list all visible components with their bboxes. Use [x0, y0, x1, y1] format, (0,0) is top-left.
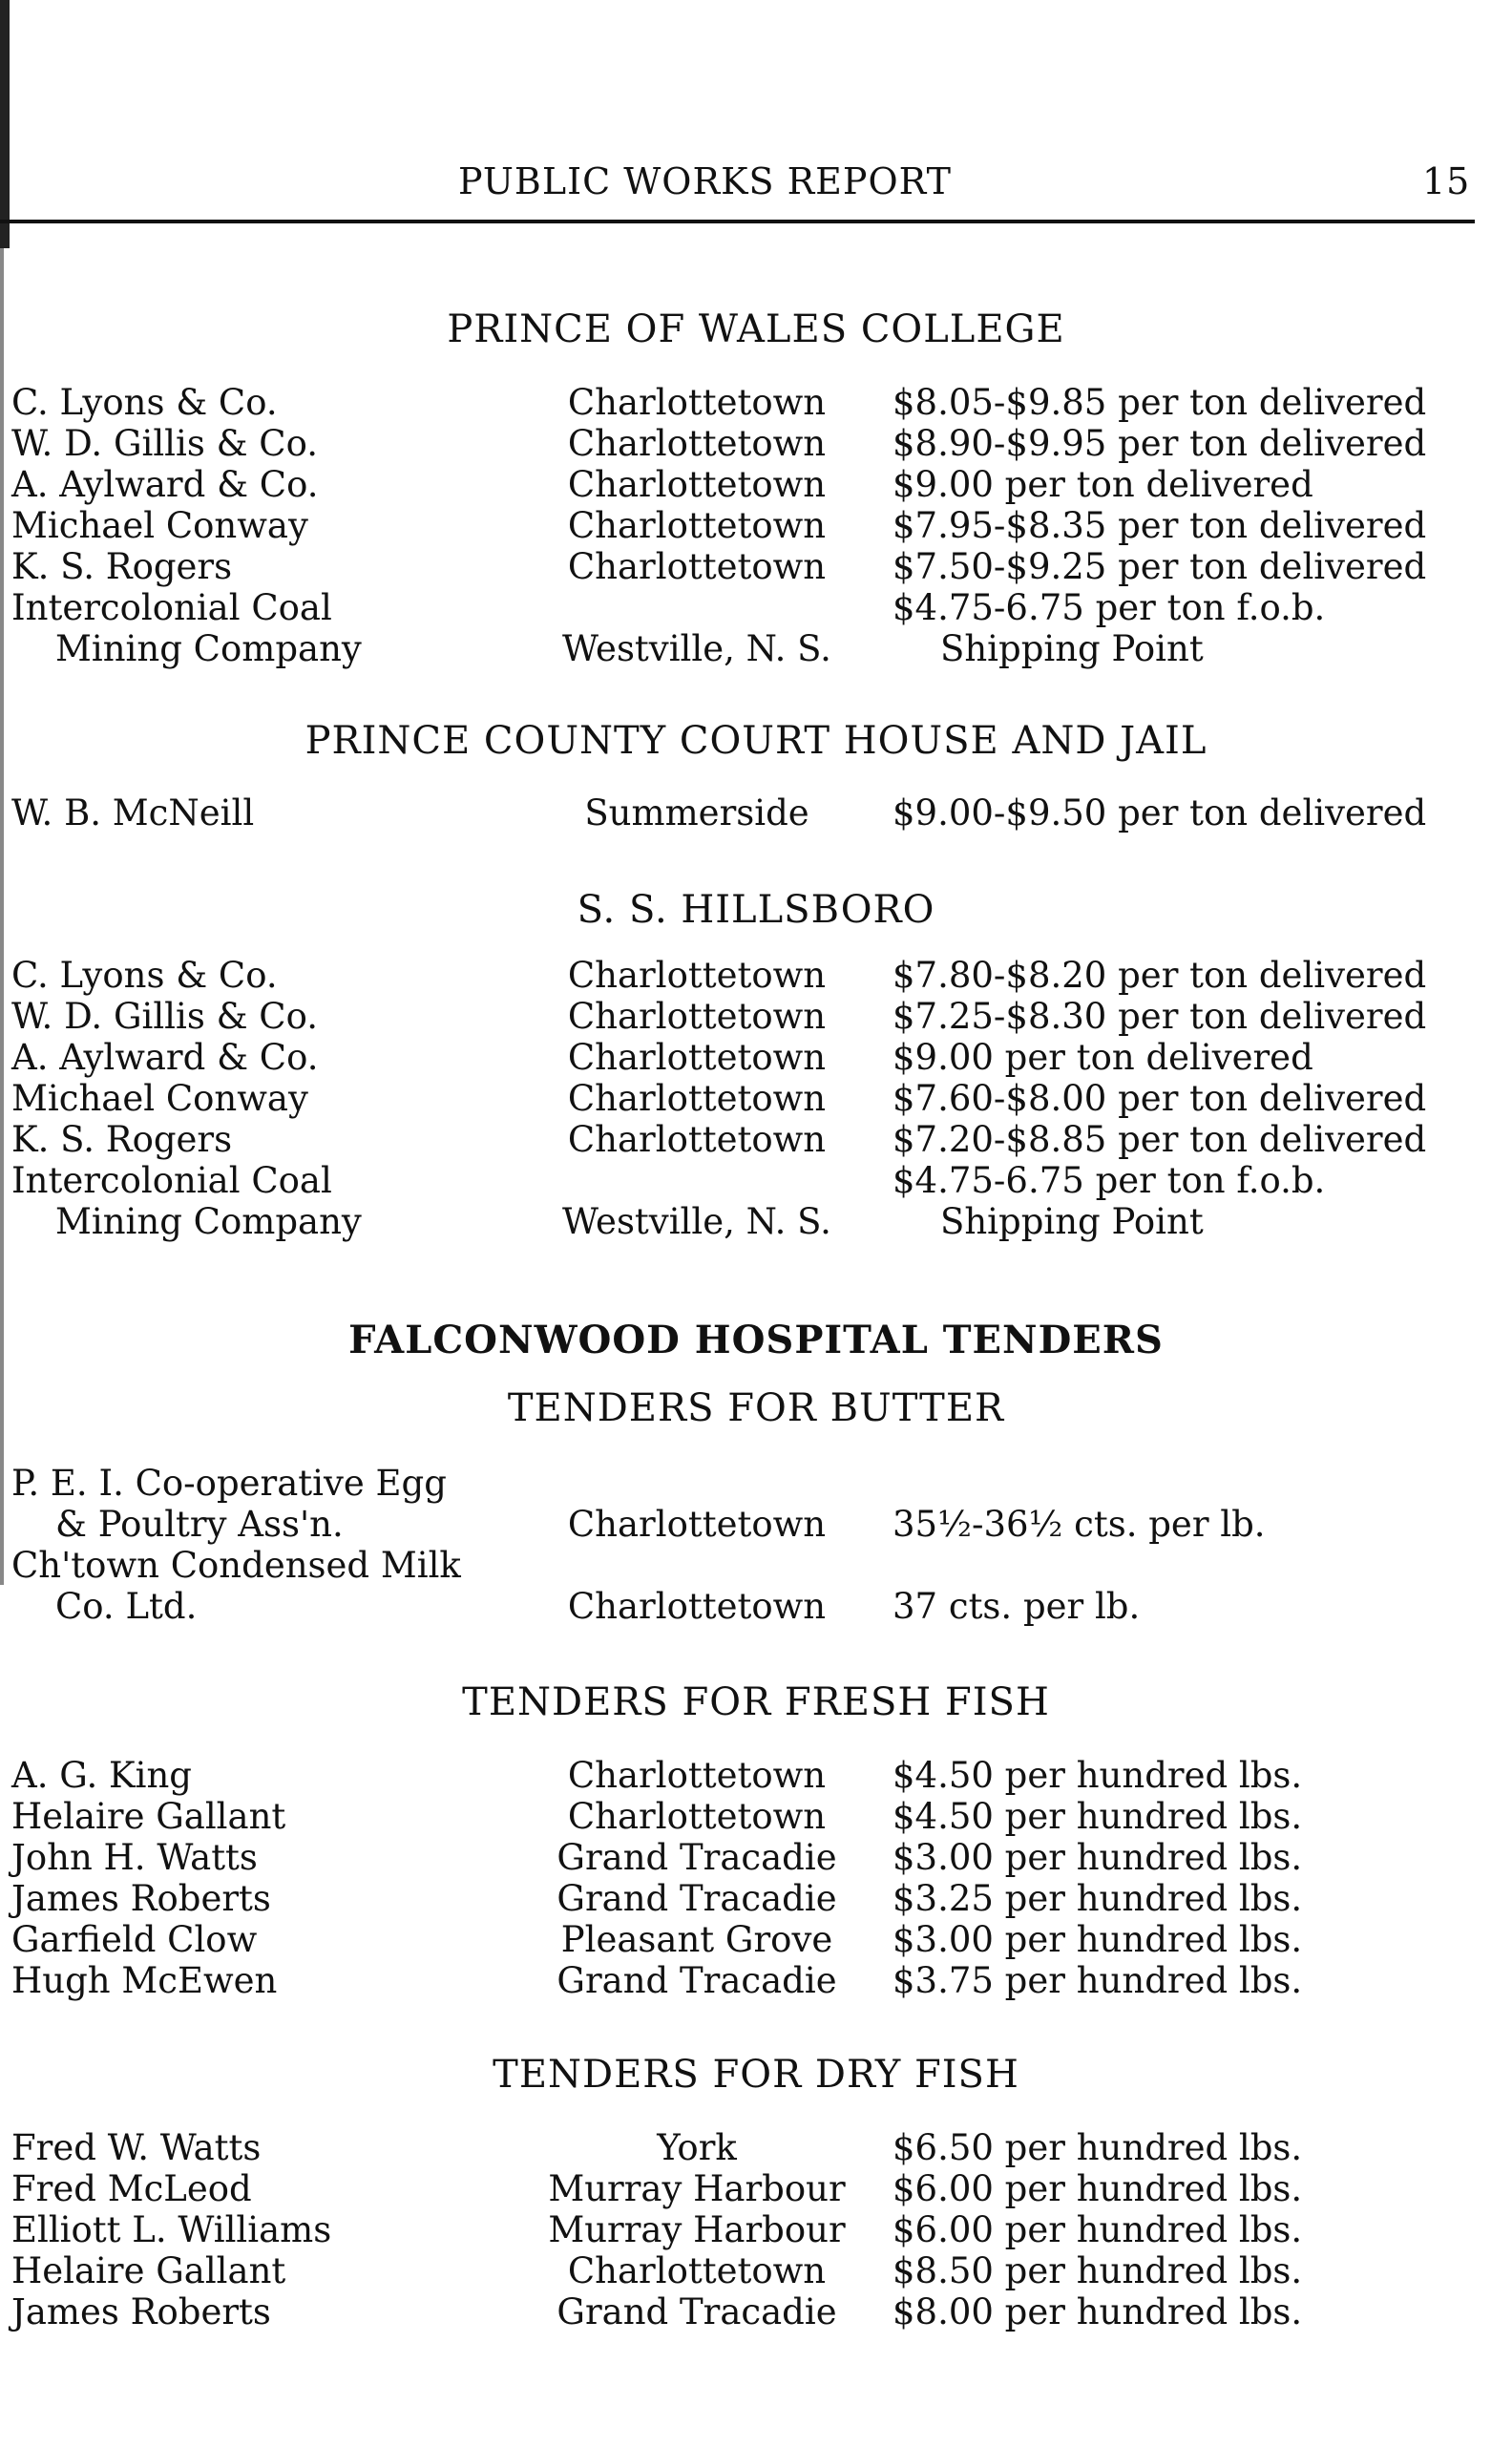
tenderer-name: K. S. Rogers	[11, 546, 233, 587]
tender-price: $8.50 per hundred lbs.	[892, 2250, 1303, 2291]
tender-price: 35½-36½ cts. per lb.	[892, 1504, 1266, 1545]
tender-price: $9.00 per ton delivered	[892, 464, 1313, 505]
table-row	[0, 382, 1512, 424]
tenderer-place: Charlottetown	[567, 1037, 827, 1078]
tenderer-name: Ch'town Condensed Milk	[11, 1545, 461, 1586]
table-row	[0, 1878, 1512, 1920]
table-row	[0, 1119, 1512, 1161]
tenderer-place: Grand Tracadie	[556, 1837, 837, 1878]
tenderer-name: Fred McLeod	[11, 2168, 252, 2209]
tenderer-name: C. Lyons & Co.	[11, 382, 278, 423]
table-row	[0, 1755, 1512, 1797]
table-row	[0, 1837, 1512, 1879]
running-title: PUBLIC WORKS REPORT	[458, 160, 952, 202]
tenderer-name: Helaire Gallant	[11, 2250, 286, 2291]
tender-price: $4.50 per hundred lbs.	[892, 1796, 1303, 1837]
tender-price: Shipping Point	[940, 1201, 1204, 1242]
table-row	[0, 546, 1512, 588]
tender-price: $7.50-$9.25 per ton delivered	[892, 546, 1427, 587]
table-row	[0, 628, 1512, 670]
table-row	[0, 1037, 1512, 1079]
tender-price: $7.80-$8.20 per ton delivered	[892, 955, 1427, 996]
tenderer-place: Charlottetown	[567, 1078, 827, 1119]
tenderer-name: A. G. King	[11, 1755, 192, 1796]
tender-price: $3.00 per hundred lbs.	[892, 1919, 1303, 1960]
tenderer-name: C. Lyons & Co.	[11, 955, 278, 996]
tender-price: $7.25-$8.30 per ton delivered	[892, 996, 1427, 1037]
tenderer-place: Charlottetown	[567, 1796, 827, 1837]
tenderer-name: Intercolonial Coal	[11, 587, 332, 628]
tenderer-name: Garfield Clow	[11, 1919, 258, 1960]
section-title-ss-hillsboro: S. S. HILLSBORO	[577, 888, 935, 932]
tender-price: $6.00 per hundred lbs.	[892, 2209, 1303, 2250]
tender-price: $9.00-$9.50 per ton delivered	[892, 792, 1427, 834]
table-row	[0, 2168, 1512, 2210]
table-row	[0, 2291, 1512, 2333]
table-row	[0, 996, 1512, 1038]
tenderer-name: Hugh McEwen	[11, 1960, 278, 2001]
tenderer-name: Mining Company	[55, 628, 362, 669]
tender-price: 37 cts. per lb.	[892, 1586, 1141, 1627]
tenderer-name: Michael Conway	[11, 1078, 308, 1119]
section-title-tenders-for-butter: TENDERS FOR BUTTER	[507, 1386, 1005, 1430]
tenderer-place: Pleasant Grove	[560, 1919, 833, 1960]
section-title-tenders-for-fresh-fish: TENDERS FOR FRESH FISH	[462, 1680, 1050, 1724]
table-row	[0, 2127, 1512, 2169]
tender-price: $7.95-$8.35 per ton delivered	[892, 505, 1427, 546]
table-row	[0, 1960, 1512, 2002]
tenderer-place: Charlottetown	[567, 546, 827, 587]
section-title-prince-county-court-house: PRINCE COUNTY COURT HOUSE AND JAIL	[304, 719, 1208, 763]
tenderer-place: Charlottetown	[567, 2250, 827, 2291]
tenderer-place: Charlottetown	[567, 996, 827, 1037]
tenderer-name: James Roberts	[11, 2291, 271, 2332]
section-title-prince-of-wales-college: PRINCE OF WALES COLLEGE	[447, 307, 1065, 351]
tenderer-name: A. Aylward & Co.	[11, 464, 319, 505]
tenderer-place: Charlottetown	[567, 1586, 827, 1627]
tenderer-name: Co. Ltd.	[55, 1586, 198, 1627]
tenderer-place: Charlottetown	[567, 505, 827, 546]
tender-price: $8.90-$9.95 per ton delivered	[892, 423, 1427, 464]
tenderer-place: Murray Harbour	[548, 2209, 846, 2250]
tenderer-name: Helaire Gallant	[11, 1796, 286, 1837]
table-row	[0, 1796, 1512, 1838]
table-row	[0, 1160, 1512, 1202]
tenderer-place: Grand Tracadie	[556, 1960, 837, 2001]
table-row	[0, 1586, 1512, 1628]
tender-price: $7.20-$8.85 per ton delivered	[892, 1119, 1427, 1160]
table-row	[0, 423, 1512, 465]
tender-price: $3.75 per hundred lbs.	[892, 1960, 1303, 2001]
tender-price: $6.50 per hundred lbs.	[892, 2127, 1303, 2168]
tenderer-place: Westville, N. S.	[562, 1201, 831, 1242]
table-row	[0, 464, 1512, 506]
table-row	[0, 1504, 1512, 1546]
tenderer-place: Charlottetown	[567, 1119, 827, 1160]
tenderer-place: Westville, N. S.	[562, 628, 831, 669]
table-row	[0, 2209, 1512, 2251]
table-row	[0, 2250, 1512, 2292]
binding-edge	[0, 0, 10, 248]
tender-price: $7.60-$8.00 per ton delivered	[892, 1078, 1427, 1119]
table-row	[0, 955, 1512, 997]
tenderer-place: Grand Tracadie	[556, 2291, 837, 2332]
tender-price: $4.75-6.75 per ton f.o.b.	[892, 1160, 1326, 1201]
table-row	[0, 1463, 1512, 1505]
tenderer-name: W. D. Gillis & Co.	[11, 423, 318, 464]
table-row	[0, 792, 1512, 834]
page-number: 15	[1422, 160, 1471, 202]
tenderer-name: K. S. Rogers	[11, 1119, 233, 1160]
tenderer-name: W. B. McNeill	[11, 792, 255, 834]
tenderer-place: Charlottetown	[567, 382, 827, 423]
table-row	[0, 1919, 1512, 1961]
tenderer-place: Grand Tracadie	[556, 1878, 837, 1919]
table-row	[0, 1201, 1512, 1243]
tenderer-place: Charlottetown	[567, 1504, 827, 1545]
tenderer-name: Michael Conway	[11, 505, 308, 546]
tender-price: $3.25 per hundred lbs.	[892, 1878, 1303, 1919]
section-title-tenders-for-dry-fish: TENDERS FOR DRY FISH	[493, 2053, 1019, 2097]
tenderer-place: Summerside	[584, 792, 809, 834]
tender-price: $3.00 per hundred lbs.	[892, 1837, 1303, 1878]
tenderer-name: A. Aylward & Co.	[11, 1037, 319, 1078]
tender-price: $9.00 per ton delivered	[892, 1037, 1313, 1078]
tenderer-name: John H. Watts	[11, 1837, 258, 1878]
tenderer-name: Elliott L. Williams	[11, 2209, 332, 2250]
tenderer-place: Charlottetown	[567, 955, 827, 996]
tender-price: Shipping Point	[940, 628, 1204, 669]
tenderer-place: Charlottetown	[567, 464, 827, 505]
header-rule	[0, 220, 1475, 223]
table-row	[0, 587, 1512, 629]
tenderer-place: Charlottetown	[567, 1755, 827, 1796]
table-row	[0, 1545, 1512, 1587]
tenderer-name: & Poultry Ass'n.	[55, 1504, 344, 1545]
tenderer-name: W. D. Gillis & Co.	[11, 996, 318, 1037]
tender-price: $8.00 per hundred lbs.	[892, 2291, 1303, 2332]
section-title-falconwood-hospital-tenders: FALCONWOOD HOSPITAL TENDERS	[348, 1318, 1164, 1362]
table-row	[0, 505, 1512, 547]
tender-price: $8.05-$9.85 per ton delivered	[892, 382, 1427, 423]
page-header	[0, 160, 1512, 208]
tenderer-place: Murray Harbour	[548, 2168, 846, 2209]
tenderer-name: P. E. I. Co-operative Egg	[11, 1463, 447, 1504]
tender-price: $4.75-6.75 per ton f.o.b.	[892, 587, 1326, 628]
tenderer-name: James Roberts	[11, 1878, 271, 1919]
tenderer-place: York	[657, 2127, 737, 2168]
tenderer-name: Mining Company	[55, 1201, 362, 1242]
table-row	[0, 1078, 1512, 1120]
tenderer-place: Charlottetown	[567, 423, 827, 464]
tender-price: $4.50 per hundred lbs.	[892, 1755, 1303, 1796]
tender-price: $6.00 per hundred lbs.	[892, 2168, 1303, 2209]
tenderer-name: Fred W. Watts	[11, 2127, 262, 2168]
tenderer-name: Intercolonial Coal	[11, 1160, 332, 1201]
